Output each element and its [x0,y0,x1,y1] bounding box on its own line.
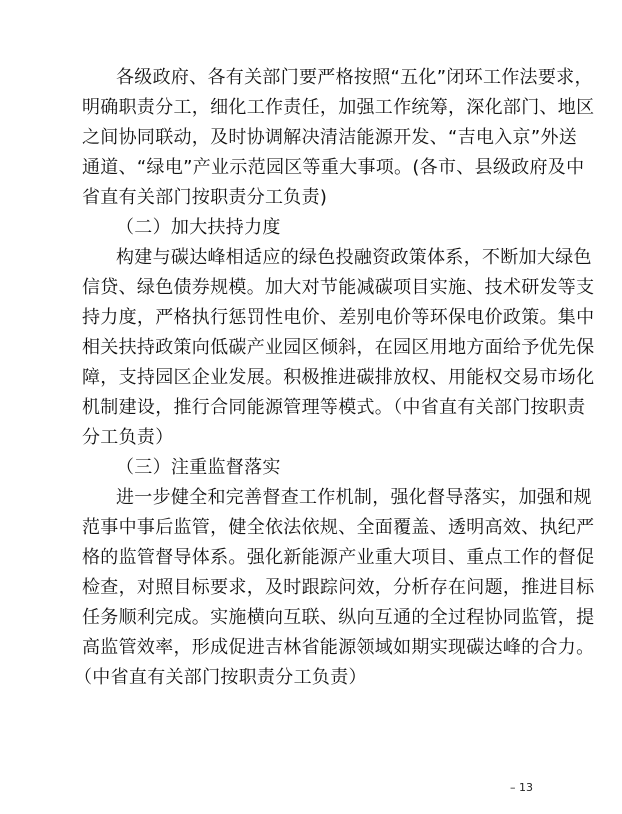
paragraph-line: 机制建设，推行合同能源管理等模式。（中省直有关部门按职责 [82,397,586,418]
paragraph-line: 障，支持园区企业发展。积极推进碳排放权、用能权交易市场化 [82,367,595,388]
paragraph-line: 通道、“绿电”产业示范园区等重大事项。(各市、县级政府及中 [82,157,585,178]
paragraph-line: 构建与碳达峰相适应的绿色投融资政策体系，不断加大绿色 [116,247,592,268]
paragraph-line: 明确职责分工，细化工作责任，加强工作统筹，深化部门、地区 [82,97,595,118]
paragraph-line: 省直有关部门按职责分工负责) [82,187,328,208]
paragraph-line: 检查，对照目标要求，及时跟踪问效，分析存在问题，推进目标 [82,577,595,598]
paragraph-line: 各级政府、各有关部门要严格按照“五化”闭环工作法要求， [116,67,593,88]
paragraph-line: 信贷、绿色债券规模。加大对节能减碳项目实施、技术研发等支 [82,277,595,298]
paragraph-line: 持力度，严格执行惩罚性电价、差别电价等环保电价政策。集中 [82,307,595,328]
section-heading: （二）加大扶持力度 [116,217,281,238]
paragraph-line: 高监管效率，形成促进吉林省能源领域如期实现碳达峰的合力。 [82,637,595,658]
paragraph-line: 任务顺利完成。实施横向互联、纵向互通的全过程协同监管，提 [82,607,595,628]
paragraph-line: 格的监管督导体系。强化新能源产业重大项目、重点工作的督促 [82,547,595,568]
paragraph-line: 之间协同联动，及时协调解决清洁能源开发、“吉电入京”外送 [82,127,578,148]
page-number: – 13 [510,781,533,794]
paragraph-line: （中省直有关部门按职责分工负责） [74,667,367,688]
paragraph-line: 范事中事后监管，健全依法依规、全面覆盖、透明高效、执纪严 [82,517,595,538]
paragraph-line: 分工负责） [82,427,174,448]
paragraph-line: 进一步健全和完善督查工作机制，强化督导落实，加强和规 [116,487,592,508]
paragraph-line: 相关扶持政策向低碳产业园区倾斜，在园区用地方面给予优先保 [82,337,595,358]
section-heading: （三）注重监督落实 [116,457,281,478]
